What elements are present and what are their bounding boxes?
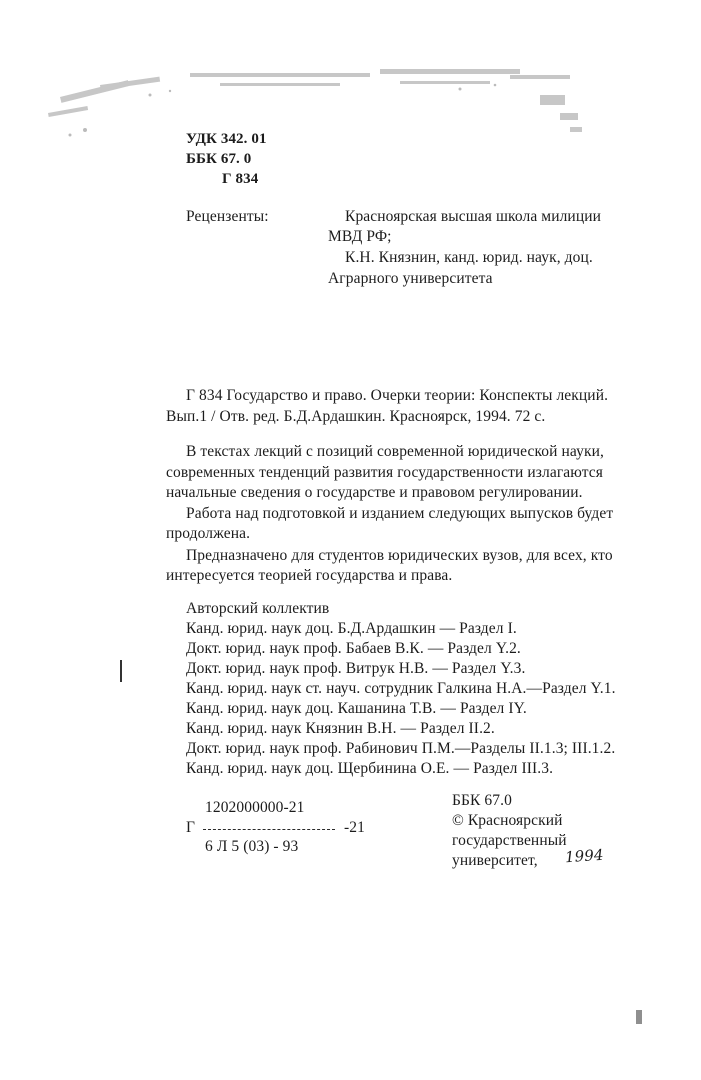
scan-noise-top xyxy=(40,55,600,145)
bibliographic-line-1: Г 834 Государство и право. Очерки теории: Конспекты лекций. xyxy=(186,387,609,404)
reviewer-line-3: К.Н. Князнин, канд. юрид. наук, доц. xyxy=(345,249,593,266)
author-mark: Г 834 xyxy=(222,171,259,187)
copyright-line-1: © Красноярский xyxy=(452,812,563,829)
annotation-line-1: В текстах лекций с позиций современной юридической науки, xyxy=(186,443,604,460)
copyright-line-3: университет, xyxy=(452,852,538,869)
author-entry: Докт. юрид. наук проф. Витрук Н.В. — Раздел Y.3. xyxy=(186,660,526,677)
scan-edge-mark xyxy=(120,660,122,682)
handwritten-year: 1994 xyxy=(564,845,605,867)
bibliographic-line-2: Вып.1 / Отв. ред. Б.Д.Ардашкин. Красноярск, 1994. 72 с. xyxy=(166,408,546,425)
reviewers-label: Рецензенты: xyxy=(186,208,269,225)
annotation-line-3: начальные сведения о государстве и правовом регулировании. xyxy=(166,484,583,501)
annotation-line-6: Предназначено для студентов юридических вузов, для всех, кто xyxy=(186,547,613,564)
author-entry: Канд. юрид. наук доц. Кашанина Т.В. — Раздел IY. xyxy=(186,700,527,717)
reviewer-line-1: Красноярская высшая школа милиции xyxy=(345,208,601,225)
udk-code: УДК 342. 01 xyxy=(186,131,267,147)
annotation-line-5: продолжена. xyxy=(166,525,251,542)
scan-edge-mark-right xyxy=(636,1010,642,1024)
annotation-line-7: интересуется теорией государства и права. xyxy=(166,567,453,584)
annotation-line-4: Работа над подготовкой и изданием следующих выпусков будет xyxy=(186,505,614,522)
imprint-right-number: -21 xyxy=(344,819,365,836)
imprint-letter: Г xyxy=(186,819,196,836)
author-entry: Канд. юрид. наук Князнин В.Н. — Раздел II.2. xyxy=(186,720,495,737)
imprint-denominator: 6 Л 5 (03) - 93 xyxy=(205,838,299,855)
imprint-numerator: 1202000000-21 xyxy=(205,799,305,816)
author-entry: Канд. юрид. наук ст. науч. сотрудник Галкина Н.А.—Раздел Y.1. xyxy=(186,680,616,697)
author-entry: Докт. юрид. наук проф. Рабинович П.М.—Разделы II.1.3; III.1.2. xyxy=(186,740,616,757)
bbk-code: ББК 67. 0 xyxy=(186,151,252,167)
copyright-line-2: государственный xyxy=(452,832,567,849)
author-entry: Канд. юрид. наук доц. Щербинина О.Е. — Раздел III.3. xyxy=(186,760,554,777)
annotation-line-2: современных тенденций развития государственности излагаются xyxy=(166,464,604,481)
copyright-bbk: ББК 67.0 xyxy=(452,792,512,809)
reviewer-line-4: Аграрного университета xyxy=(328,270,493,287)
reviewer-line-2: МВД РФ; xyxy=(328,228,392,245)
author-entry: Докт. юрид. наук проф. Бабаев В.К. — Раздел Y.2. xyxy=(186,640,521,657)
imprint-fraction-rule xyxy=(203,829,335,830)
authors-heading: Авторский коллектив xyxy=(186,600,330,617)
author-entry: Канд. юрид. наук доц. Б.Д.Ардашкин — Раздел I. xyxy=(186,620,517,637)
